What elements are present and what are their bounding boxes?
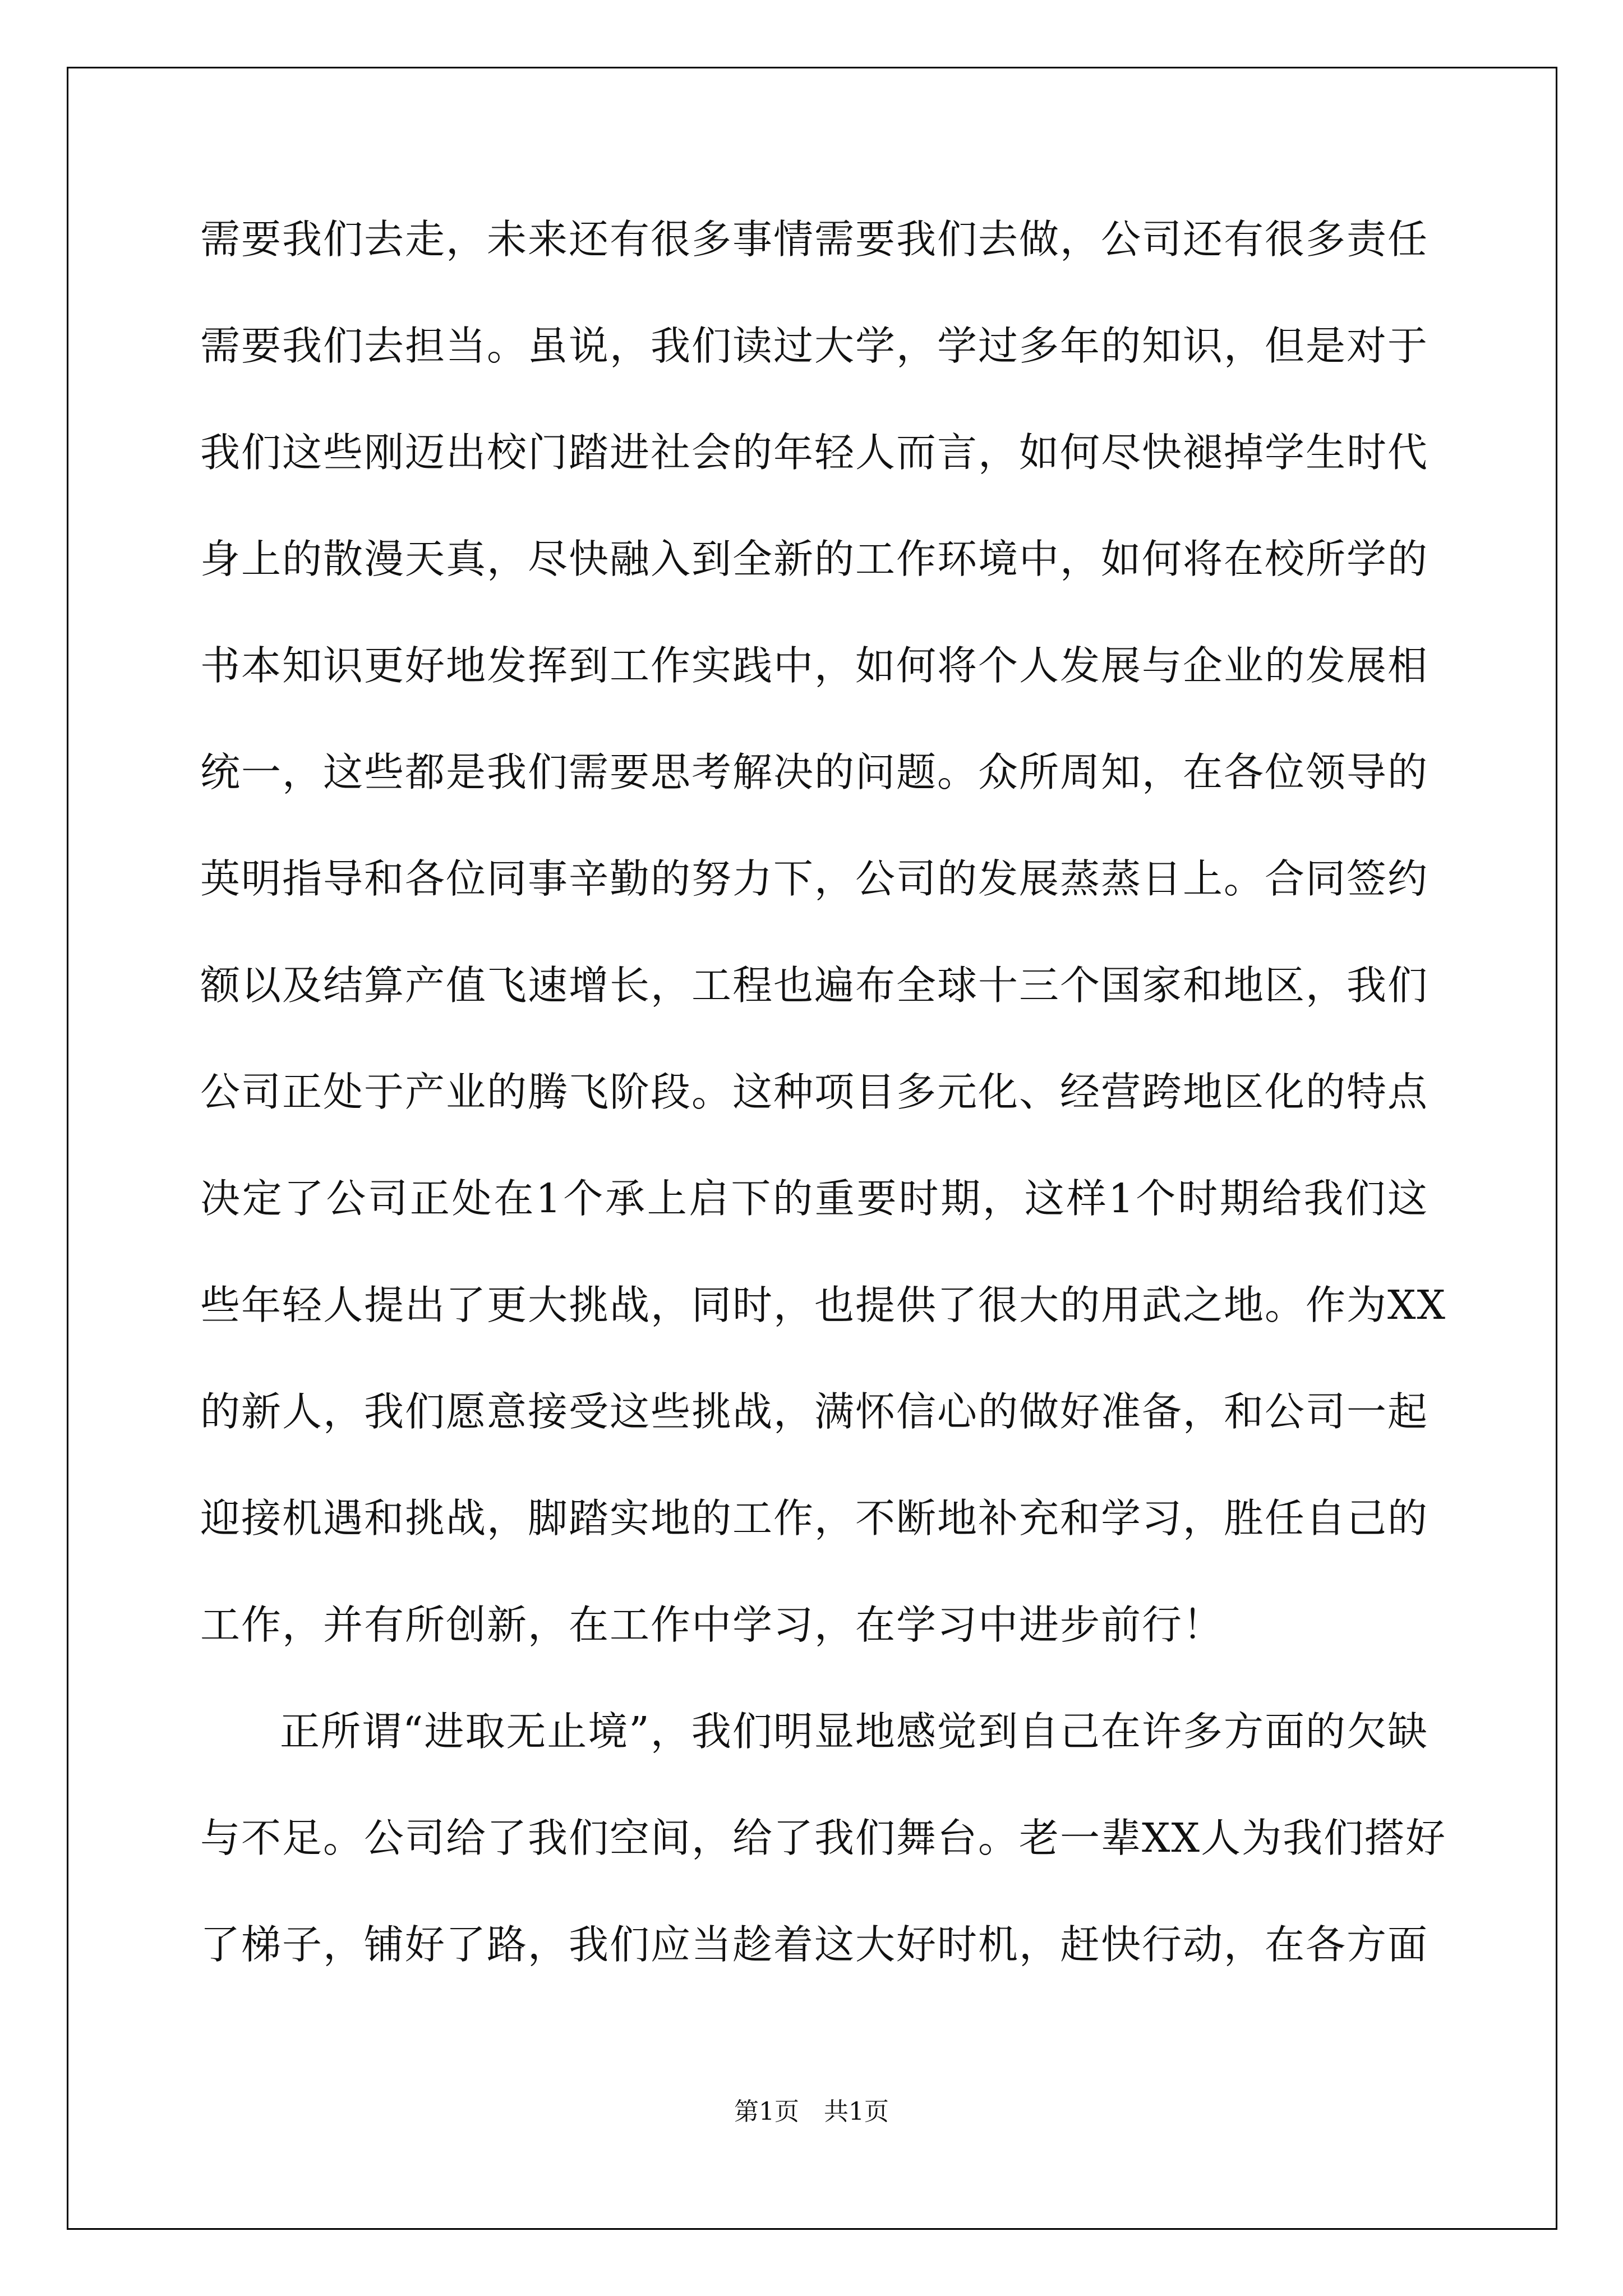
text-line: 需要我们去走，未来还有很多事情需要我们去做，公司还有很多责任 (200, 216, 1429, 263)
text-line: 我们这些刚迈出校门踏进社会的年轻人而言，如何尽快褪掉学生时代 (200, 429, 1429, 476)
text-line: 迎接机遇和挑战，脚踏实地的工作，不断地补充和学习，胜任自己的 (200, 1495, 1429, 1542)
text-line: 需要我们去担当。虽说，我们读过大学，学过多年的知识，但是对于 (200, 323, 1429, 369)
text-line: 正所谓“进取无止境”，我们明显地感觉到自己在许多方面的欠缺 (280, 1708, 1428, 1755)
text-line: 公司正处于产业的腾飞阶段。这种项目多元化、经营跨地区化的特点 (200, 1069, 1429, 1115)
document-body (200, 186, 1447, 1998)
text-line: 了梯子，铺好了路，我们应当趁着这大好时机，赶快行动，在各方面 (200, 1921, 1429, 1968)
text-line: 工作，并有所创新，在工作中学习，在学习中进步前行！ (200, 1602, 1224, 1648)
text-line: 英明指导和各位同事辛勤的努力下，公司的发展蒸蒸日上。合同签约 (200, 855, 1429, 902)
page-total: 共1页 (824, 2097, 889, 2126)
text-line: 额以及结算产值飞速增长，工程也遍布全球十三个国家和地区，我们 (200, 962, 1429, 1009)
text-line: 些年轻人提出了更大挑战，同时，也提供了很大的用武之地。作为XX (200, 1282, 1447, 1328)
paragraph-1 (200, 186, 1447, 1678)
text-line: 的新人，我们愿意接受这些挑战，满怀信心的做好准备，和公司一起 (200, 1388, 1429, 1435)
page-number: 第1页 (734, 2097, 799, 2126)
text-line: 身上的散漫天真，尽快融入到全新的工作环境中，如何将在校所学的 (200, 536, 1429, 582)
text-line: 统一，这些都是我们需要思考解决的问题。众所周知，在各位领导的 (200, 749, 1429, 795)
page-footer (0, 2091, 1623, 2127)
paragraph-2 (200, 1678, 1447, 1998)
text-line: 书本知识更好地发挥到工作实践中，如何将个人发展与企业的发展相 (200, 642, 1429, 689)
text-line: 与不足。公司给了我们空间，给了我们舞台。老一辈XX人为我们搭好 (200, 1815, 1447, 1861)
text-line: 决定了公司正处在1个承上启下的重要时期，这样1个时期给我们这 (200, 1175, 1428, 1222)
